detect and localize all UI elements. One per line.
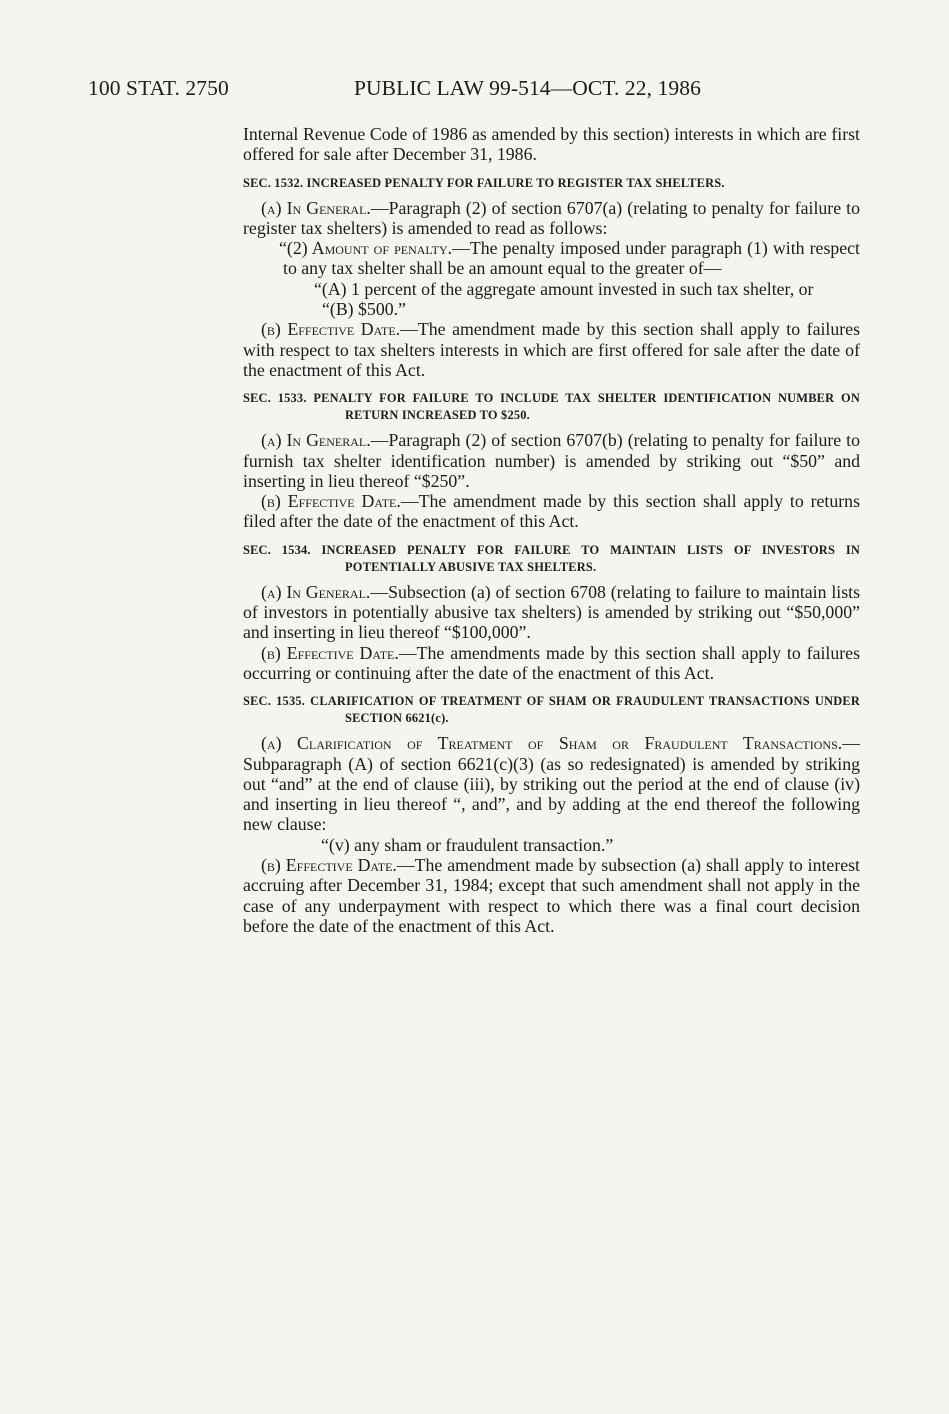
section-1533-subsection-b <box>243 491 860 532</box>
subsection-label: (a) In General. <box>261 197 371 218</box>
intro-paragraph: Internal Revenue Code of 1986 as amended by this section) interests in which are first offered for sale after December 31, 1986. <box>243 124 860 165</box>
section-1534-subsection-b <box>243 643 860 684</box>
law-title: PUBLIC LAW 99-514—OCT. 22, 1986 <box>354 76 701 100</box>
section-1532-subsection-a <box>243 198 860 239</box>
statute-citation: 100 STAT. 2750 <box>88 76 229 100</box>
section-1532-quoted-paragraph <box>243 238 860 279</box>
section-1532-subsection-b <box>243 319 860 380</box>
document-body <box>243 124 860 936</box>
subsection-text: —Paragraph (2) of section 6707(a) (relating to penalty for failure to register tax shelters) is amended to read as follows: <box>243 197 860 238</box>
section-1534-heading: SEC. 1534. INCREASED PENALTY FOR FAILURE TO MAINTAIN LISTS OF INVESTORS IN POTENTIALLY ABUSIVE TAX SHELTERS. <box>243 542 860 574</box>
section-1535-subsection-a <box>243 733 860 834</box>
subsection-label: (b) Effective Date. <box>261 491 401 512</box>
subsection-label: (b) Effective Date. <box>261 642 399 663</box>
section-1534-subsection-a <box>243 582 860 643</box>
subsection-label: (b) Effective Date. <box>261 855 397 876</box>
quoted-text: —The penalty imposed under paragraph (1) with respect to any tax shelter shall be an amount equal to the greater of— <box>283 238 860 279</box>
subsection-text: —Subparagraph (A) of section 6621(c)(3) (as so redesignated) is amended by striking out “and” at the end of clause (iii), by striking out the period at the end of clause (iv) and inserting in lieu thereof “, and”, and by adding at the end thereof the following new clause: <box>243 733 860 835</box>
subsection-label: (a) In General. <box>261 430 371 451</box>
section-1535-new-clause: “(v) any sham or fraudulent transaction.” <box>321 834 614 855</box>
subsection-text: —Paragraph (2) of section 6707(b) (relating to penalty for failure to furnish tax shelter identification number) is amended by striking out “$50” and inserting in lieu thereof “$250”. <box>243 430 860 491</box>
section-1533-heading: SEC. 1533. PENALTY FOR FAILURE TO INCLUDE TAX SHELTER IDENTIFICATION NUMBER ON RETURN INCREASED TO $250. <box>243 391 860 423</box>
subsection-label: (b) Effective Date. <box>261 319 401 340</box>
section-1532-heading: SEC. 1532. INCREASED PENALTY FOR FAILURE TO REGISTER TAX SHELTERS. <box>243 175 725 190</box>
section-1535-subsection-b <box>243 855 860 936</box>
subsection-text: —The amendment made by subsection (a) shall apply to interest accruing after December 31, 1984; except that such amendment shall not apply in the case of any underpayment with respect to which there was a final court decision before the date of the enactment of this Act. <box>243 855 860 936</box>
section-1532-clause-b: “(B) $500.” <box>322 299 406 320</box>
section-1535-heading: SEC. 1535. CLARIFICATION OF TREATMENT OF SHAM OR FRAUDULENT TRANSACTIONS UNDER SECTION 6621(c). <box>243 694 860 726</box>
subsection-text: —The amendment made by this section shall apply to returns filed after the date of the enactment of this Act. <box>243 491 860 532</box>
subsection-text: —The amendments made by this section shall apply to failures occurring or continuing after the date of the enactment of this Act. <box>243 642 860 683</box>
subsection-label: (a) In General. <box>261 581 371 602</box>
section-1533-subsection-a <box>243 430 860 491</box>
subsection-label: (a) Clarification of Treatment of Sham or Fraudulent Transactions. <box>261 733 843 754</box>
subsection-text: —Subsection (a) of section 6708 (relating to failure to maintain lists of investors in potentially abusive tax shelters) is amended by striking out “$50,000” and inserting in lieu thereof “$100,000”. <box>243 581 860 643</box>
quoted-label: “(2) Amount of penalty. <box>279 238 453 259</box>
subsection-text: —The amendment made by this section shall apply to failures with respect to tax shelters interests in which are first offered for sale after the date of the enactment of this Act. <box>243 319 860 380</box>
section-1532-clause-a: “(A) 1 percent of the aggregate amount invested in such tax shelter, or <box>314 278 814 299</box>
